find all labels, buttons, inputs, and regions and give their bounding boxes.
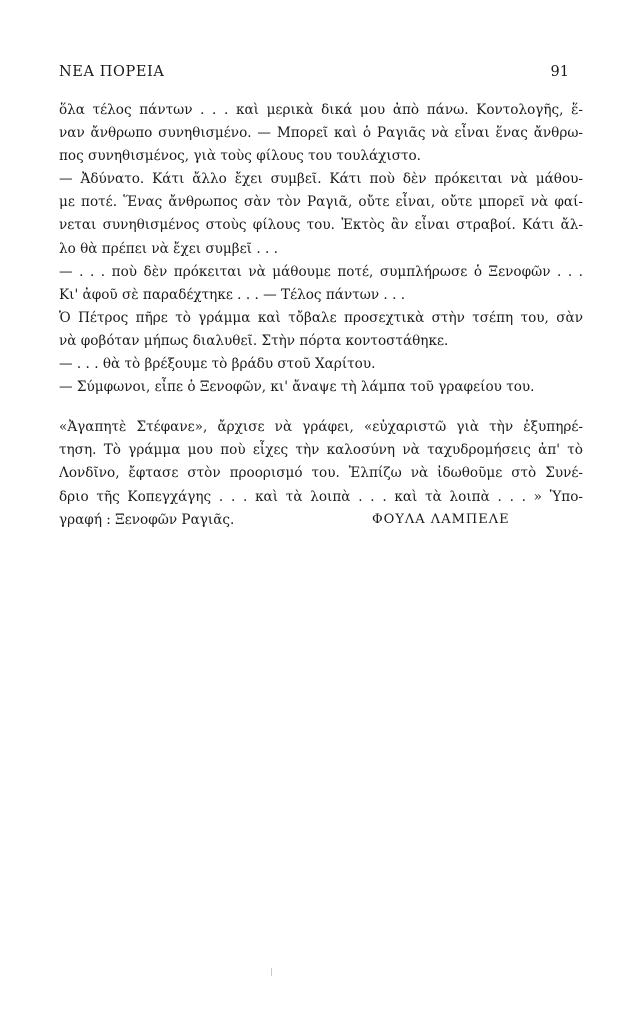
paper-speck [271,968,272,976]
text-line: Κι' ἀφοῦ σὲ παραδέχτηκε . . . — Τέλος πάντων . . . [59,286,406,303]
text-line: «Ἀγαπητὲ Στέφανε», ἄρχισε νὰ γράφει, «εὐχαριστῶ γιὰ τὴν ἐξυπηρέ- [59,419,583,436]
page-number: 91 [550,64,569,80]
text-line: με ποτέ. Ἕνας ἄνθρωπος σὰν τὸν Ραγιᾶ, οὔτε εἶναι, οὔτε μπορεῖ νὰ φαί- [59,194,583,211]
text-line: τηση. Τὸ γράμμα μου ποὺ εἶχες τὴν καλοσύνη νὰ ταχυδρομήσεις ἀπ' τὸ [59,442,583,459]
text-line: — Ἀδύνατο. Κάτι ἄλλο ἔχει συμβεῖ. Κάτι ποὺ δὲν πρόκειται νὰ μάθου- [59,171,583,188]
journal-title: ΝΕΑ ΠΟΡΕΙΑ [59,64,165,80]
body-text [59,99,583,532]
text-line: Λονδῖνο, ἔφτασε στὸν προορισμό του. Ἐλπίζω νὰ ἰδωθοῦμε στὸ Συνέ- [59,465,583,482]
author-signature: ΦΟΥΛΑ ΛΑΜΠΕΛΕ [372,512,510,527]
text-line: γραφή : Ξενοφῶν Ραγιᾶς. [59,511,235,528]
text-line: λο θὰ πρέπει νὰ ἔχει συμβεῖ . . . [59,240,278,257]
paragraph-gap [59,399,583,416]
text-line: Ὁ Πέτρος πῆρε τὸ γράμμα καὶ τὄβαλε προσεχτικὰ στὴν τσέπη του, σὰν [59,309,583,326]
text-line: — . . . θὰ τὸ βρέξουμε τὸ βράδυ στοῦ Χαρίτου. [59,356,376,373]
text-line: — . . . ποὺ δὲν πρόκειται νὰ μάθουμε ποτέ, συμπλήρωσε ὁ Ξενοφῶν . . . [59,263,583,280]
text-line: ὅλα τέλος πάντων . . . καὶ μερικὰ δικά μου ἀπὸ πάνω. Κοντολογῆς, ἕ- [59,102,583,118]
text-line: νὰ φοβόταν μήπως διαλυθεῖ. Στὴν πόρτα κοντοστάθηκε. [59,332,449,349]
text-line: ναν ἄνθρωπο συνηθισμένο. — Μπορεῖ καὶ ὁ Ραγιᾶς νὰ εἶναι ἕνας ἄνθρω- [59,125,583,142]
text-line: πος συνηθισμένος, γιὰ τοὺς φίλους του τουλάχιστο. [59,148,422,165]
text-line: δριο τῆς Κοπεγχάγης . . . καὶ τὰ λοιπὰ . . . καὶ τὰ λοιπὰ . . . » Ὑπο- [59,488,583,505]
text-line: — Σύμφωνοι, εἶπε ὁ Ξενοφῶν, κι' ἄναψε τὴ λάμπα τοῦ γραφείου του. [59,379,535,396]
dialogue-paragraph [59,99,583,399]
text-line: νεται συνηθισμένος στοὺς φίλους του. Ἐκτὸς ἂν εἶναι στραβοί. Κάτι ἄλ- [59,217,583,234]
running-head [59,64,569,84]
